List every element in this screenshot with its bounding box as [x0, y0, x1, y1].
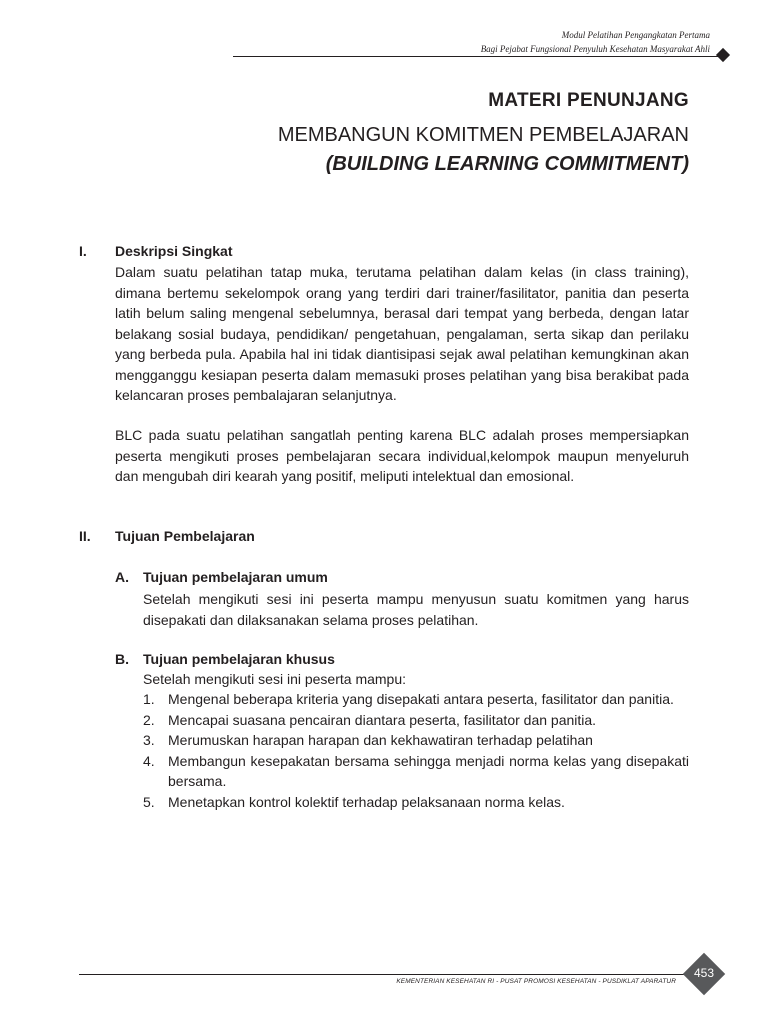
- subsection-b-intro: Setelah mengikuti sesi ini peserta mampu:: [143, 671, 407, 687]
- list-item: [143, 689, 689, 710]
- list-item: [143, 792, 689, 813]
- page-number: 453: [693, 966, 715, 980]
- list-item-text: Mengenal beberapa kriteria yang disepakati antara peserta, fasilitator dan panitia.: [168, 691, 674, 707]
- section-1-heading: Deskripsi Singkat: [115, 243, 233, 259]
- list-item-text: Menetapkan kontrol kolektif terhadap pelaksanaan norma kelas.: [168, 793, 565, 810]
- objectives-list: [143, 689, 689, 812]
- section-2-number: II.: [79, 528, 91, 544]
- subsection-a-heading: Tujuan pembelajaran umum: [143, 569, 328, 585]
- list-item-number: 1.: [143, 691, 155, 707]
- subsection-a-letter: A.: [115, 569, 129, 585]
- list-item-number: 2.: [143, 711, 155, 728]
- list-item-number: 5.: [143, 793, 155, 810]
- page-subtitle: MEMBANGUN KOMITMEN PEMBELAJARAN: [277, 124, 689, 146]
- list-item-text: Mencapai suasana pencairan diantara peserta, fasilitator dan panitia.: [168, 711, 597, 728]
- section-1-number: I.: [79, 243, 87, 259]
- footer-institution: KEMENTERIAN KESEHATAN RI - PUSAT PROMOSI KESEHATAN - PUSDIKLAT APARATUR: [396, 978, 676, 985]
- subsection-a-text: Setelah mengikuti sesi ini peserta mampu menyusun suatu komitmen yang harus disepakati dan dilaksanakan selama proses pelatihan.: [143, 591, 689, 628]
- list-item-number: 3.: [143, 732, 155, 748]
- list-item: [143, 730, 689, 751]
- page-subtitle-english: (BUILDING LEARNING COMMITMENT): [325, 153, 689, 175]
- header-rule: [233, 56, 723, 57]
- section-2-heading: Tujuan Pembelajaran: [115, 528, 255, 544]
- list-item-text: Merumuskan harapan harapan dan kekhawatiran terhadap pelatihan: [168, 732, 593, 748]
- header-module-title: Modul Pelatihan Pengangkatan Pertama: [561, 30, 710, 40]
- subsection-b-letter: B.: [115, 651, 129, 667]
- list-item: [143, 751, 689, 792]
- footer-rule: [79, 974, 691, 975]
- subsection-b-heading: Tujuan pembelajaran khusus: [143, 651, 335, 667]
- header-diamond-ornament: [716, 48, 730, 62]
- list-item-number: 4.: [143, 752, 155, 769]
- section-1-paragraph-1: Dalam suatu pelatihan tatap muka, terutama pelatihan dalam kelas (in class training), dimana bertemu sekelompok orang yang terdiri dari trainer/fasilitator, panitia dan peserta latih belum saling mengenal sebelumnya, berasal dari tempat yang berbeda, dengan latar belakang sosial budaya, pendidikan/ pengetahuan, pengalaman, serta sikap dan perilaku yang berbeda pula. Apabila hal ini tidak diantisipasi sejak awal pelatihan kemungkinan akan mengganggu kesiapan peserta dalam memasuki proses pelatihan yang bisa berakibat pada kelancaran proses pembalajaran selanjutnya.: [115, 264, 689, 403]
- page-title: MATERI PENUNJANG: [488, 90, 689, 111]
- list-item: [143, 710, 689, 731]
- header-module-subtitle: Bagi Pejabat Fungsional Penyuluh Kesehatan Masyarakat Ahli: [480, 44, 710, 54]
- section-1-paragraph-2: BLC pada suatu pelatihan sangatlah penting karena BLC adalah proses mempersiapkan peserta mengikuti proses pembelajaran secara individual,kelompok maupun menyeluruh dan mengubah diri kearah yang positif, meliputi intelektual dan emosional.: [115, 427, 689, 484]
- list-item-text: Membangun kesepakatan bersama sehingga menjadi norma kelas yang disepakati bersama.: [168, 752, 689, 789]
